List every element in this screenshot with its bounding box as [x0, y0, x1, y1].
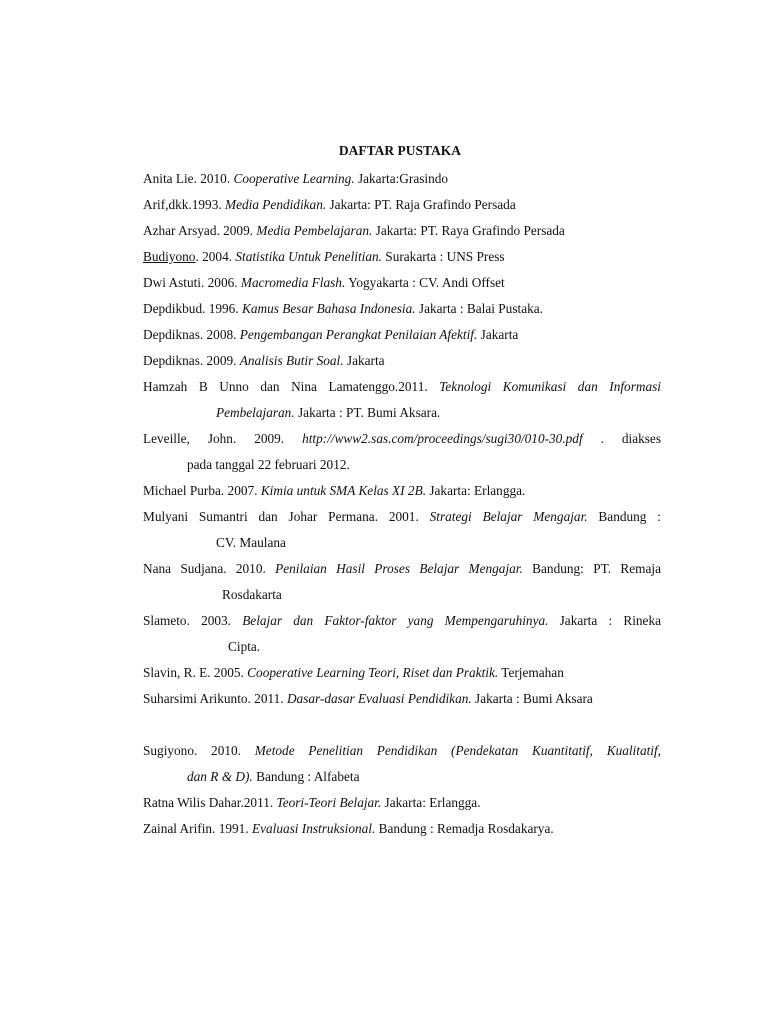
- reference-author: Azhar Arsyad. 2009.: [143, 223, 257, 238]
- reference-author: Ratna Wilis Dahar.2011.: [143, 795, 277, 810]
- reference-author: Sugiyono. 2010.: [143, 743, 255, 758]
- reference-publisher: Jakarta : Bumi Aksara: [471, 691, 593, 706]
- reference-publisher-continued: Cipta.: [228, 639, 261, 654]
- reference-publisher: Yogyakarta : CV. Andi Offset: [345, 275, 505, 290]
- reference-title-continued: Pembelajaran.: [216, 405, 295, 420]
- reference-item: [143, 608, 661, 660]
- reference-title: Evaluasi Instruksional.: [251, 821, 376, 836]
- reference-author: Nana Sudjana. 2010.: [143, 561, 276, 576]
- reference-publisher: Jakarta : Balai Pustaka.: [415, 301, 543, 316]
- reference-item: [143, 816, 661, 842]
- reference-item: [143, 738, 661, 790]
- reference-author: Dwi Astuti. 2006.: [143, 275, 241, 290]
- reference-author: Arif,dkk.1993.: [143, 197, 225, 212]
- reference-item: [143, 686, 661, 712]
- reference-item: [143, 660, 661, 686]
- reference-publisher: Jakarta: Erlangga.: [426, 483, 526, 498]
- reference-title: Strategi Belajar Mengajar.: [429, 509, 588, 524]
- reference-title: Media Pembelajaran.: [256, 223, 373, 238]
- reference-publisher-continued: Rosdakarta: [222, 587, 282, 602]
- reference-title: Teori-Teori Belajar.: [276, 795, 382, 810]
- reference-author: . 2004.: [195, 249, 236, 264]
- reference-author: Slameto. 2003.: [143, 613, 243, 628]
- reference-title: Metode Penelitian Pendidikan (Pendekatan Kuantitatif, Kualitatif,: [254, 743, 661, 758]
- reference-publisher: Surakarta : UNS Press: [381, 249, 505, 264]
- reference-author: Depdiknas. 2008.: [143, 327, 240, 342]
- reference-publisher: Jakarta : Rineka: [548, 613, 661, 628]
- reference-publisher: Bandung: PT. Remaja: [522, 561, 661, 576]
- reference-item: [143, 556, 661, 608]
- reference-access-date: pada tanggal 22 februari 2012.: [187, 457, 350, 472]
- reference-publisher: Bandung : Alfabeta: [252, 769, 360, 784]
- reference-item: [143, 166, 661, 192]
- reference-publisher: Bandung :: [587, 509, 661, 524]
- reference-publisher: Jakarta: [343, 353, 385, 368]
- reference-url: http://www2.sas.com/proceedings/sugi30/010-30.pdf: [302, 431, 583, 446]
- reference-author: Suharsimi Arikunto. 2011.: [143, 691, 287, 706]
- reference-item: [143, 426, 661, 478]
- reference-author: Michael Purba. 2007.: [143, 483, 261, 498]
- reference-publisher: Jakarta:Grasindo: [354, 171, 449, 186]
- reference-access-note: . diakses: [582, 431, 661, 446]
- reference-author: Anita Lie. 2010.: [143, 171, 234, 186]
- reference-title: Kamus Besar Bahasa Indonesia.: [241, 301, 416, 316]
- reference-publisher: Jakarta: PT. Raja Grafindo Persada: [326, 197, 516, 212]
- reference-author-underlined: Budiyono: [143, 249, 196, 264]
- reference-title: Media Pendidikan.: [225, 197, 327, 212]
- reference-item: [143, 244, 661, 270]
- reference-author: Slavin, R. E. 2005.: [143, 665, 248, 680]
- reference-item: [143, 348, 661, 374]
- reference-publisher: Bandung : Remadja Rosdakarya.: [375, 821, 554, 836]
- reference-title: Penilaian Hasil Proses Belajar Mengajar.: [275, 561, 523, 576]
- reference-title: Macromedia Flash.: [240, 275, 346, 290]
- reference-item: [143, 478, 661, 504]
- reference-publisher: Jakarta: Erlangga.: [381, 795, 481, 810]
- page-title: DAFTAR PUSTAKA: [338, 143, 462, 158]
- reference-item: [143, 296, 661, 322]
- reference-title-continued: dan R & D).: [187, 769, 253, 784]
- reference-title: Dasar-dasar Evaluasi Pendidikan.: [286, 691, 472, 706]
- reference-title: Teknologi Komunikasi dan Informasi: [439, 379, 661, 394]
- reference-author: Mulyani Sumantri dan Johar Permana. 2001.: [143, 509, 430, 524]
- reference-list: [143, 166, 661, 842]
- reference-title: Pengembangan Perangkat Penilaian Afektif.: [239, 327, 478, 342]
- reference-author: Zainal Arifin. 1991.: [143, 821, 252, 836]
- reference-title: Cooperative Learning Teori, Riset dan Praktik.: [247, 665, 499, 680]
- reference-publisher: Terjemahan: [498, 665, 564, 680]
- reference-author: Depdiknas. 2009.: [143, 353, 240, 368]
- reference-publisher: Jakarta: [477, 327, 519, 342]
- reference-item: [143, 322, 661, 348]
- reference-item: [143, 218, 661, 244]
- reference-publisher: Jakarta : PT. Bumi Aksara.: [294, 405, 441, 420]
- reference-item: [143, 192, 661, 218]
- reference-publisher-continued: CV. Maulana: [216, 535, 286, 550]
- reference-title: Cooperative Learning.: [233, 171, 355, 186]
- reference-author: Depdikbud. 1996.: [143, 301, 242, 316]
- reference-item: [143, 790, 661, 816]
- reference-author: Leveille, John. 2009.: [143, 431, 303, 446]
- reference-title: Kimia untuk SMA Kelas XI 2B.: [260, 483, 427, 498]
- reference-item: [143, 270, 661, 296]
- reference-title: Belajar dan Faktor-faktor yang Mempengaruhinya.: [242, 613, 549, 628]
- reference-title: Statistika Untuk Penelitian.: [235, 249, 382, 264]
- reference-author: Hamzah B Unno dan Nina Lamatenggo.2011.: [143, 379, 440, 394]
- reference-title: Analisis Butir Soal.: [239, 353, 344, 368]
- reference-item: [143, 374, 661, 426]
- reference-item: [143, 504, 661, 556]
- reference-publisher: Jakarta: PT. Raya Grafindo Persada: [372, 223, 565, 238]
